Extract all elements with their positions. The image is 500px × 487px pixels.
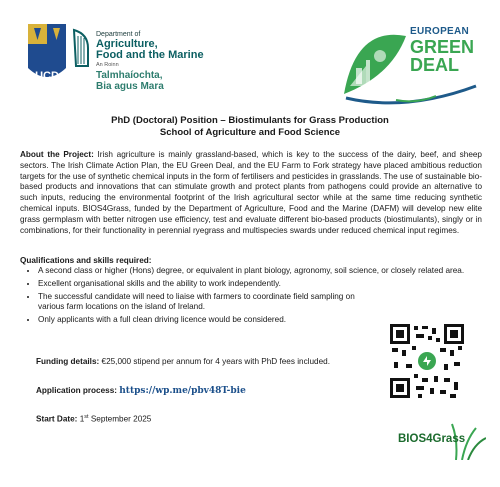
- list-item: • Only applicants with a full clean driving licence would be considered.: [38, 315, 500, 326]
- ucd-name: UCD: [35, 70, 59, 82]
- logo-bar: [0, 0, 500, 100]
- about-text: Irish agriculture is mainly grassland-based, which is key to the success of the dairy, beef, and sheep sectors. The Irish Climate Action Plan, the EU Green Deal, and the EU Farm to Fork strategy have placed ambitious reduction targets for the use of synthetic chemical inputs in the form of fertilisers and pesticides in grasslands. The use of sustainable bio-based products and innovations that can stimulate growth and protect plants from pathogens could provide an alternative to such inputs, reducing the environmental footprint of the Irish agricultural sector while at the same time reducing synthetic chemical inputs. BIOS4Grass, funded by the Department of Agriculture, Food and the Marine (DAFM) will develop new elite grass germplasm with better nitrogen use efficiency, test and evaluate different bio-based products (biostimulants), singly or in combinations, for their functionality in perennial ryegrass and multispecies swards under reduced chemical input regimes.: [20, 150, 482, 235]
- qualifications-list: [20, 266, 500, 328]
- start-rest: September 2025: [90, 414, 152, 424]
- dept-line1: Department of: [96, 31, 141, 38]
- department-logo-text: [96, 30, 204, 92]
- dept-line4: An Roinn: [96, 62, 119, 68]
- application-process: [36, 386, 246, 396]
- start-label: Start Date:: [36, 414, 78, 424]
- list-item: • A second class or higher (Hons) degree, or equivalent in plant biology, agronomy, soil science, or closely related area.: [38, 266, 500, 277]
- about-heading: About the Project:: [20, 150, 94, 159]
- title-line2: School of Agriculture and Food Science: [159, 127, 341, 138]
- list-item: • Excellent organisational skills and the ability to work independently.: [38, 279, 500, 290]
- dept-line3: Food and the Marine: [96, 49, 204, 61]
- list-item: • The successful candidate will need to liaise with farmers to coordinate field sampling on various farm locations on the island of Ireland.: [38, 292, 378, 314]
- title-line1: PhD (Doctoral) Position – Biostimulants for Grass Production: [111, 115, 389, 126]
- egd-line2: GREEN: [410, 37, 475, 57]
- bios4grass-name: BIOS4Grass: [398, 433, 466, 445]
- qr-code-icon[interactable]: [388, 322, 466, 400]
- funding-label: Funding details:: [36, 357, 100, 366]
- funding-text: €25,000 stipend per annum for 4 years with PhD fees included.: [101, 357, 330, 366]
- dept-line2: Agriculture,: [96, 38, 158, 50]
- start-date: [36, 414, 151, 424]
- qualifications-heading: Qualifications and skills required:: [20, 256, 152, 265]
- dept-line5: Talmhaíochta,: [96, 70, 163, 81]
- application-link[interactable]: https://wp.me/pbv48T-bie: [119, 386, 246, 396]
- application-label: Application process:: [36, 386, 117, 395]
- start-day: 1: [79, 414, 85, 424]
- about-section: [20, 150, 482, 236]
- harp-icon: [70, 28, 92, 68]
- start-suffix: st: [84, 414, 89, 420]
- funding-details: [36, 357, 330, 366]
- dept-line6: Bia agus Mara: [96, 81, 164, 92]
- egd-line3: DEAL: [410, 55, 459, 75]
- ucd-subtitle: DUBLIN: [36, 82, 58, 88]
- page-title: [0, 115, 500, 139]
- egd-line1: EUROPEAN: [410, 26, 470, 37]
